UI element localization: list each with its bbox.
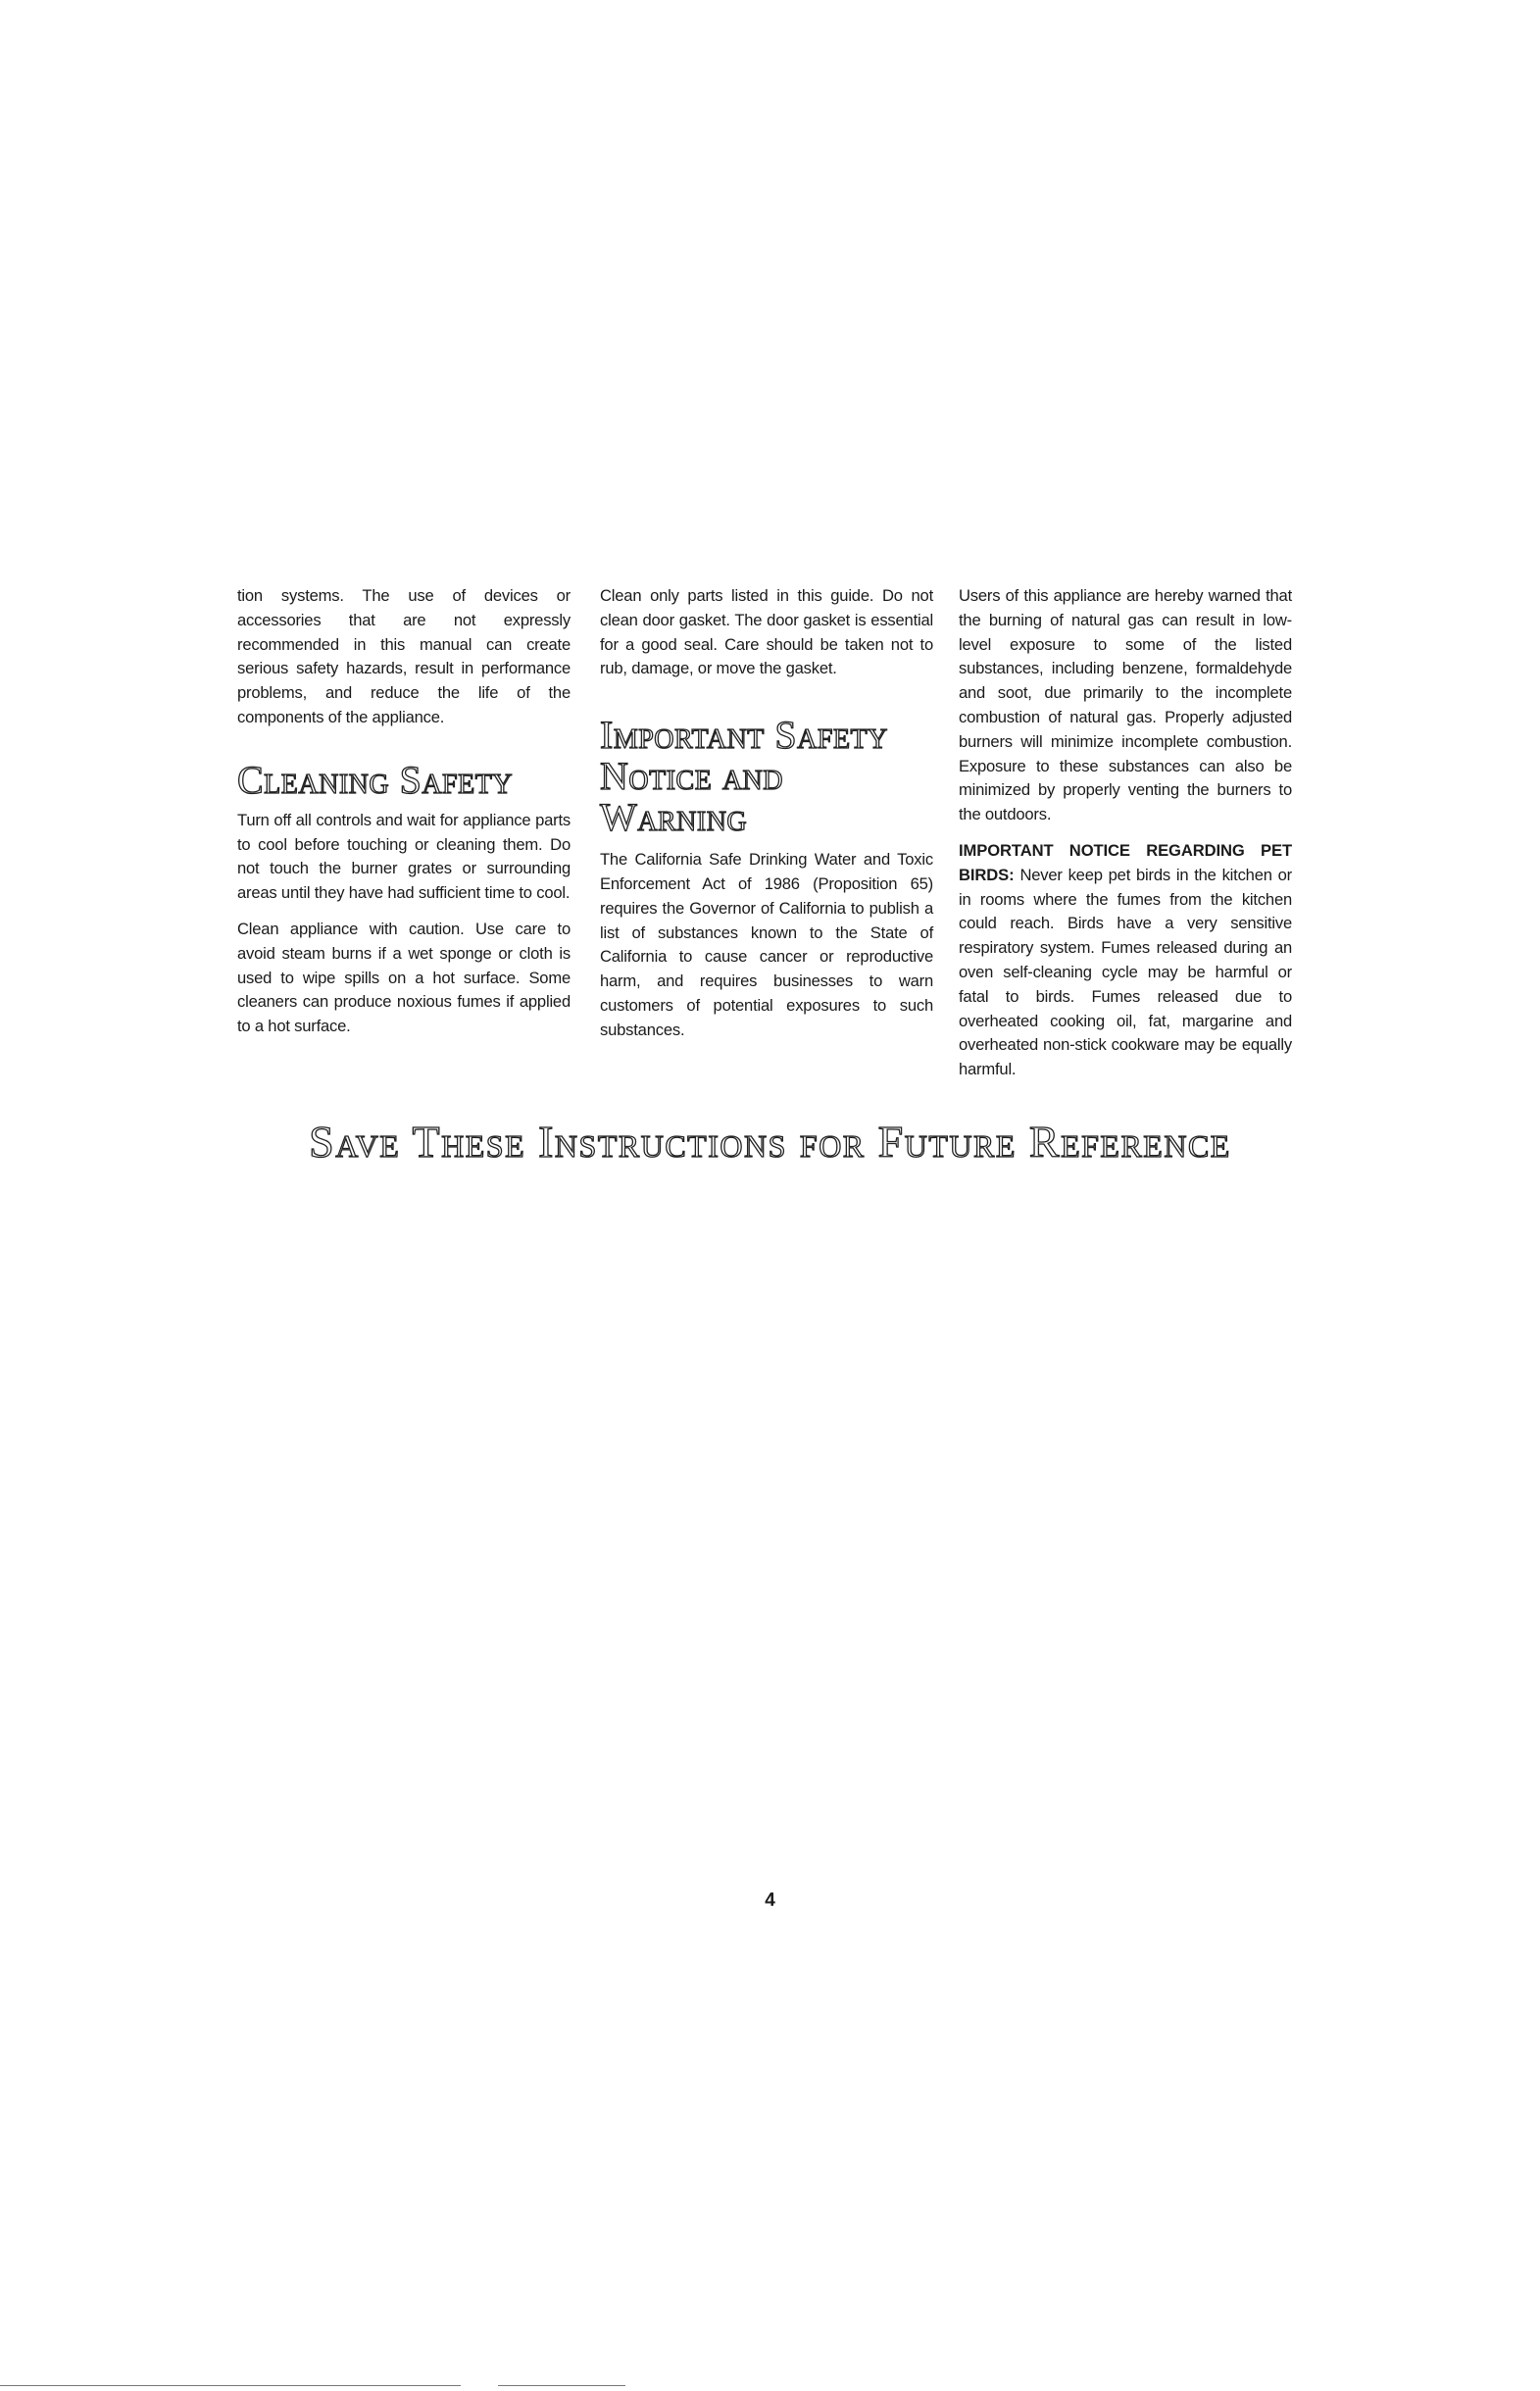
proposition-65-paragraph: The California Safe Drinking Water and Toxic Enforcement Act of 1986 (Proposition 65) requires the Governor of California to publish a list of substances known to the State of California to cause cancer or reproductive harm, and requires businesses to warn customers of potential exposures to such substances. <box>600 850 933 1039</box>
save-instructions-banner: Save These Instructions for Future Reference <box>309 1117 1231 1167</box>
pet-birds-notice-label: IMPORTANT NOTICE REGARDING PET BIRDS: <box>959 840 1292 884</box>
cool-parts-paragraph: Turn off all controls and wait for appliance parts to cool before touching or cleaning them. Do not touch the burner grates or surrounding areas until they have had sufficient time to cool. <box>237 810 571 903</box>
accessories-paragraph: tion systems. The use of devices or accessories that are not expressly recommended in this manual can create serious safety hazards, result in performance problems, and reduce the life of the components of the appliance. <box>237 586 571 726</box>
cleaning-safety-heading: Cleaning Safety <box>237 757 514 802</box>
clean-caution-paragraph: Clean appliance with caution. Use care to avoid steam burns if a wet sponge or cloth is used to wipe spills on a hot surface. Some cleaners can produce noxious fumes if applied to a hot surface. <box>237 919 571 1036</box>
page-number: 4 <box>765 1890 775 1911</box>
column-middle <box>600 584 933 1055</box>
scan-edge-line <box>0 2385 461 2386</box>
clean-parts-paragraph: Clean only parts listed in this guide. Do not clean door gasket. The door gasket is essential for a good seal. Care should be taken not to rub, damage, or move the gasket. <box>600 586 933 678</box>
heading-line-3: Warning <box>600 795 748 840</box>
natural-gas-warning-paragraph: Users of this appliance are hereby warned that the burning of natural gas can result in low-level exposure to some of the listed substances, including benzene, formaldehyde and soot, due primarily to the incomplete combustion of natural gas. Properly adjusted burners will minimize incomplete combustion. Exposure to these substances can also be minimized by properly venting the burners to the outdoors. <box>959 586 1292 824</box>
column-right <box>959 584 1292 1094</box>
pet-birds-notice-paragraph <box>959 839 1292 1082</box>
heading-line-1: Important Safety <box>600 713 888 758</box>
important-safety-notice-heading <box>600 715 933 838</box>
heading-line-2: Notice and <box>600 754 783 799</box>
pet-birds-notice-text: Never keep pet birds in the kitchen or in rooms where the fumes from the kitchen could reach. Birds have a very sensitive respiratory system. Fumes released during an oven self-cleaning cycle may be harmful or fatal to birds. Fumes released due to overheated cooking oil, fat, margarine and overheated non-stick cookware may be equally harmful. <box>959 865 1292 1079</box>
column-left <box>237 584 571 1051</box>
scan-edge-line <box>498 2385 625 2386</box>
